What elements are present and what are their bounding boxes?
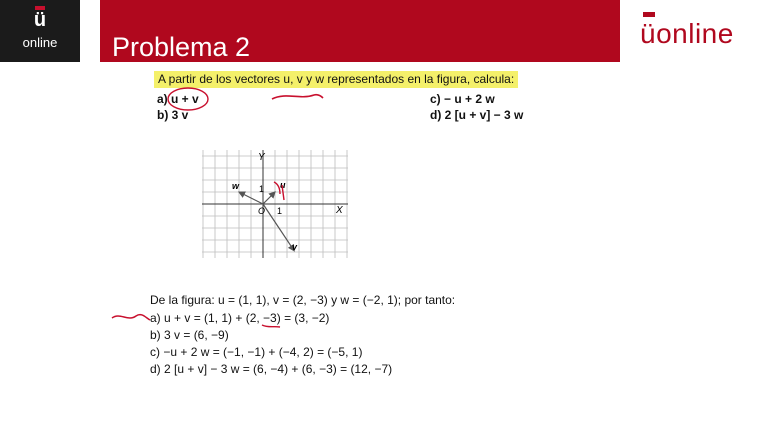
vector-u bbox=[263, 192, 275, 204]
ink-arrow-solution-a bbox=[112, 315, 150, 320]
solution-d: d) 2 [u + v] − 3 w = (6, −4) + (6, −3) = (12, −7) bbox=[150, 362, 393, 376]
tick-x-label: 1 bbox=[277, 206, 283, 216]
problem-item-a: a) u + v bbox=[157, 92, 199, 106]
logo-letter: ü bbox=[33, 9, 47, 31]
solution-intro: De la figura: u = (1, 1), v = (2, −3) y w = (−2, 1); por tanto: bbox=[150, 293, 456, 307]
brand-crown-icon bbox=[643, 12, 655, 17]
solution-a: a) u + v = (1, 1) + (2, −3) = (3, −2) bbox=[150, 311, 330, 325]
logo-badge bbox=[0, 0, 80, 62]
vector-v-label: v bbox=[292, 242, 298, 252]
ink-underline-vectors bbox=[272, 95, 323, 99]
problem-item-d: d) 2 [u + v] − 3 w bbox=[430, 108, 524, 122]
slide-title: Problema 2 bbox=[112, 32, 251, 62]
origin-label: O bbox=[258, 206, 266, 216]
problem-item-c: c) − u + 2 w bbox=[430, 92, 495, 106]
problem-item-b: b) 3 v bbox=[157, 108, 189, 122]
x-axis-label: X bbox=[336, 205, 343, 216]
y-axis-label: Y bbox=[258, 152, 265, 163]
brand-logo bbox=[640, 18, 734, 50]
solution-c: c) −u + 2 w = (−1, −1) + (−4, 2) = (−5, 1) bbox=[150, 345, 363, 359]
vector-figure bbox=[202, 150, 348, 258]
ink-underline-v bbox=[262, 325, 280, 327]
vector-w-label: w bbox=[232, 181, 240, 191]
brand-text: online bbox=[656, 18, 734, 49]
tick-y-label: 1 bbox=[259, 184, 265, 194]
problem-intro: A partir de los vectores u, v y w representados en la figura, calcula: bbox=[154, 71, 518, 88]
logo-text: online bbox=[22, 35, 58, 50]
solution-b: b) 3 v = (6, −9) bbox=[150, 328, 229, 342]
brand-letter: ü bbox=[640, 18, 657, 49]
vector-u-label: u bbox=[280, 180, 286, 190]
